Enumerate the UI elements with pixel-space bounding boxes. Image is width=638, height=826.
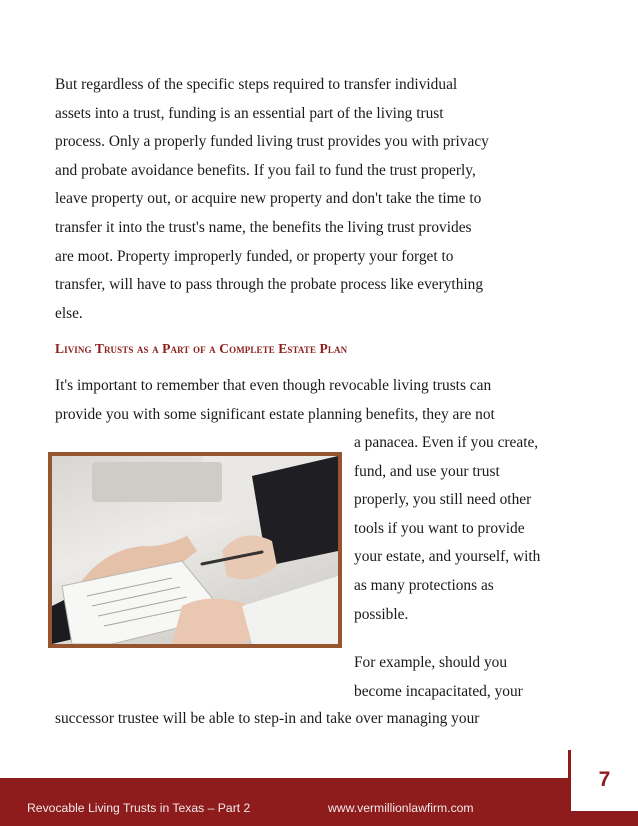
text-line: leave property out, or acquire new property and don't take the time to: [55, 190, 482, 208]
text-line: your estate, and yourself, with: [354, 548, 541, 566]
paragraph-incapacity: [354, 649, 604, 706]
text-line: For example, should you: [354, 654, 508, 671]
text-line: fund, and use your trust: [354, 462, 500, 480]
text-line: as many protections as: [354, 576, 494, 594]
handshake-document-photo: [48, 452, 342, 648]
text-line: a panacea. Even if you create,: [354, 434, 539, 451]
paragraph-incapacity-continued: successor trustee will be able to step-in and take over managing your: [55, 710, 480, 727]
text-line: else.: [55, 304, 83, 322]
text-line: process. Only a properly funded living trust provides you with privacy: [55, 133, 489, 151]
text-line: transfer, will have to pass through the probate process like everything: [55, 276, 484, 294]
text-line: are moot. Property improperly funded, or property your forget to: [55, 247, 454, 265]
text-line: assets into a trust, funding is an essential part of the living trust: [55, 104, 444, 122]
shirt-cuff-shape: [242, 576, 338, 644]
text-line: and probate avoidance benefits. If you fail to fund the trust properly,: [55, 161, 476, 179]
text-line: But regardless of the specific steps required to transfer individual: [55, 76, 458, 93]
footer-website-link[interactable]: www.vermillionlawfirm.com: [328, 801, 474, 815]
paragraph-funding: [55, 71, 585, 328]
section-heading: Living Trusts as a Part of a Complete Estate Plan: [55, 341, 348, 356]
text-line: transfer it into the trust's name, the benefits the living trust provides: [55, 218, 472, 236]
paragraph-complete-plan-continued: [354, 429, 604, 629]
text-line: possible.: [354, 605, 409, 623]
text-line: tools if you want to provide: [354, 519, 525, 537]
page-number: 7: [598, 768, 611, 791]
photo-illustration: [52, 456, 338, 644]
text-line: become incapacitated, your: [354, 682, 523, 700]
page-footer: [0, 778, 638, 826]
text-line: It's important to remember that even though revocable living trusts can: [55, 377, 492, 394]
text-line: properly, you still need other: [354, 491, 532, 509]
footer-document-title: Revocable Living Trusts in Texas – Part 2: [27, 801, 251, 815]
keyboard-shape: [92, 462, 222, 502]
paragraph-complete-plan: [55, 372, 585, 429]
page-number-box: [568, 750, 638, 814]
text-line: provide you with some significant estate planning benefits, they are not: [55, 405, 495, 423]
